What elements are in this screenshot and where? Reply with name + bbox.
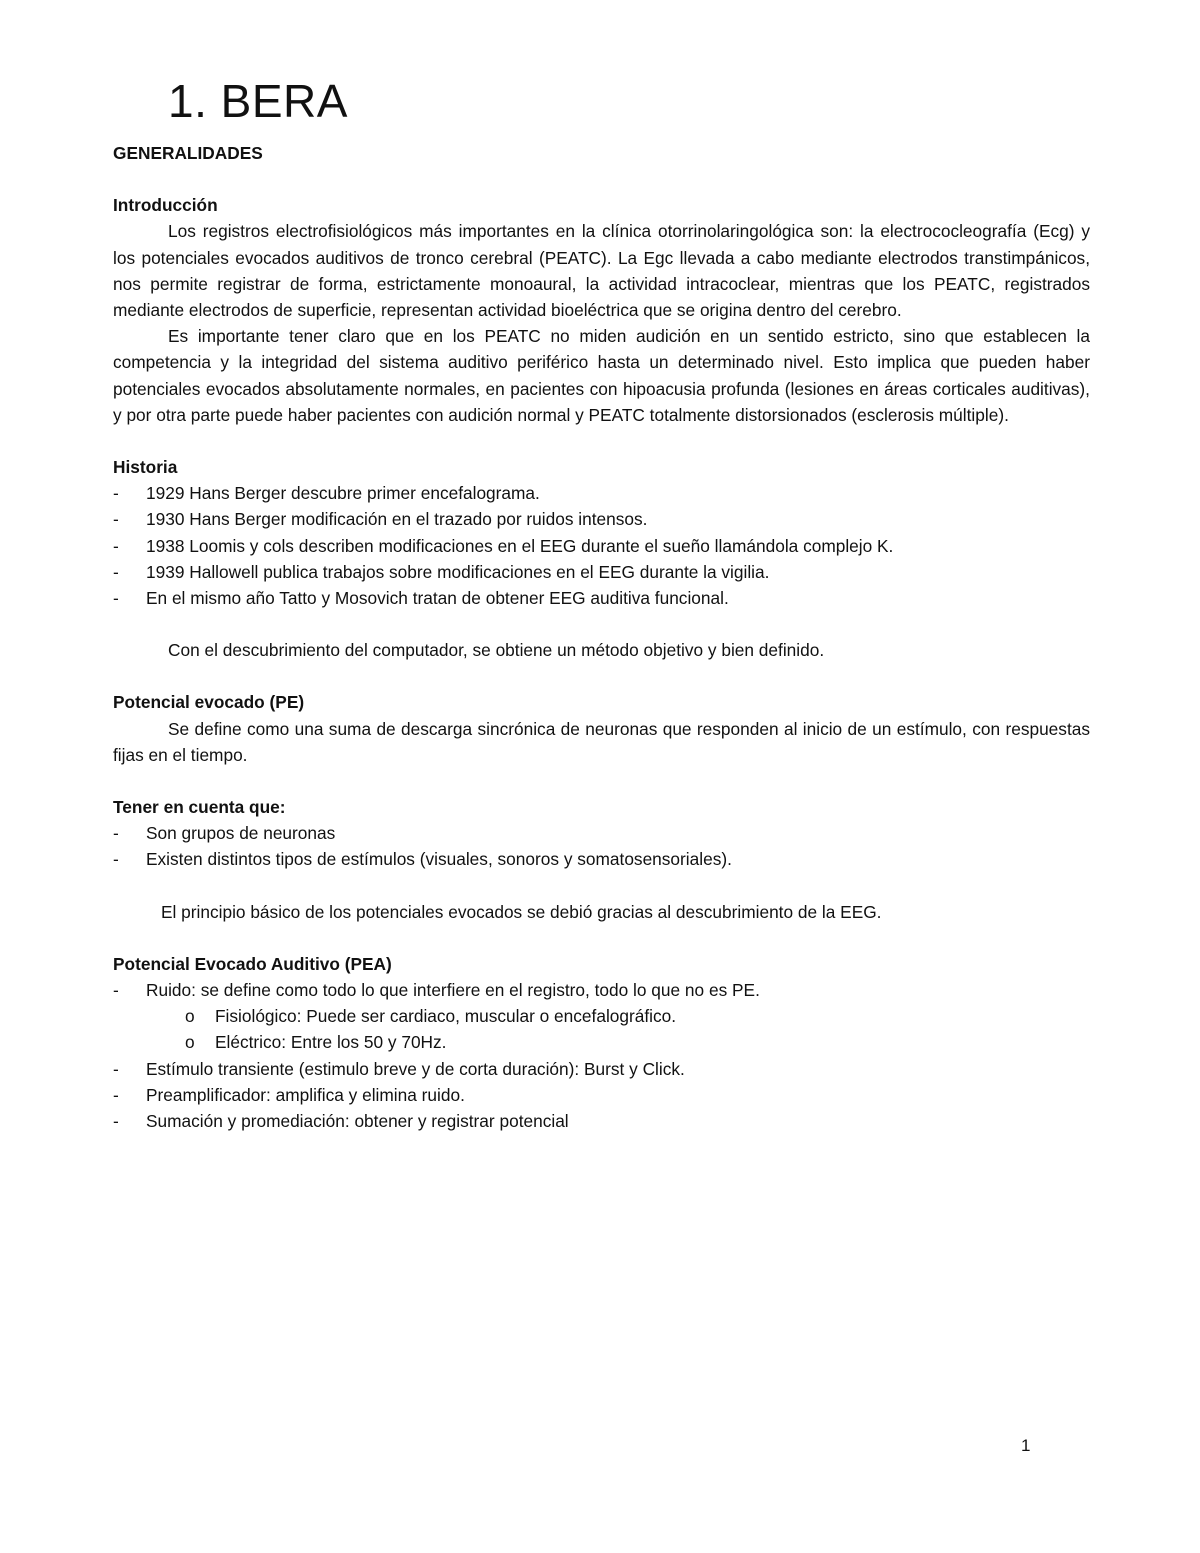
sub-list-item: o Eléctrico: Entre los 50 y 70Hz. bbox=[113, 1029, 1090, 1055]
pe-heading: Potencial evocado (PE) bbox=[113, 692, 305, 713]
consider-heading: Tener en cuenta que: bbox=[113, 797, 286, 818]
noise-item: Ruido: se define como todo lo que interfiere en el registro, todo lo que no es PE. bbox=[146, 980, 760, 1001]
history-list bbox=[113, 480, 1090, 611]
list-item: - Existen distintos tipos de estímulos (visuales, sonoros y somatosensoriales). bbox=[113, 846, 1090, 872]
document-body bbox=[113, 140, 1090, 1134]
sub-list-item: o Fisiológico: Puede ser cardiaco, muscular o encefalográfico. bbox=[113, 1003, 1090, 1029]
list-item bbox=[113, 977, 1090, 1003]
list-item: - 1929 Hans Berger descubre primer encefalograma. bbox=[113, 480, 1090, 506]
pea-list-continued bbox=[113, 1056, 1090, 1135]
list-item: - En el mismo año Tatto y Mosovich tratan de obtener EEG auditiva funcional. bbox=[113, 585, 1090, 611]
consider-list bbox=[113, 820, 1090, 872]
pea-heading: Potencial Evocado Auditivo (PEA) bbox=[113, 953, 392, 974]
noise-sublist bbox=[113, 1003, 1090, 1055]
pe-paragraph: Se define como una suma de descarga sincrónica de neuronas que responden al inicio de un estímulo, con respuestas fijas en el tiempo. bbox=[113, 718, 1090, 765]
intro-heading: Introducción bbox=[113, 195, 218, 216]
list-item: - Estímulo transiente (estimulo breve y de corta duración): Burst y Click. bbox=[113, 1056, 1090, 1082]
history-heading: Historia bbox=[113, 457, 178, 478]
list-item: - Sumación y promediación: obtener y registrar potencial bbox=[113, 1108, 1090, 1134]
intro-paragraph: Es importante tener claro que en los PEATC no miden audición en un sentido estricto, sino que establecen la competencia y la integridad del sistema auditivo periférico hasta un determinado nivel. Esto implica que pueden haber potenciales evocados absolutamente normales, en pacientes con hipoacusia profunda (lesiones en áreas corticales auditivas), y por otra parte puede haber pacientes con audición normal y PEATC totalmente distorsionados (esclerosis múltiple). bbox=[113, 326, 1090, 425]
page-number: 1 bbox=[1021, 1436, 1031, 1455]
list-item: - Son grupos de neuronas bbox=[113, 820, 1090, 846]
list-item: - 1939 Hallowell publica trabajos sobre modificaciones en el EEG durante la vigilia. bbox=[113, 559, 1090, 585]
document-title: 1. BERA bbox=[168, 75, 348, 127]
pea-list bbox=[113, 977, 1090, 1003]
list-item: - Preamplificador: amplifica y elimina ruido. bbox=[113, 1082, 1090, 1108]
section-heading: GENERALIDADES bbox=[113, 143, 263, 163]
intro-paragraph: Los registros electrofisiológicos más importantes en la clínica otorrinolaringológica son: la electrococleografía (Ecg) y los potenciales evocados auditivos de tronco cerebral (PEATC). La Egc llevada a cabo mediante electrodos transtimpánicos, nos permite registrar de forma, estrictamente monoaural, la actividad intracoclear, mientras que los PEATC, registrados mediante electrodos de superficie, representan actividad bioeléctrica que se origina dentro del cerebro. bbox=[113, 221, 1090, 321]
consider-note: El principio básico de los potenciales evocados se debió gracias al descubrimiento de la EEG. bbox=[161, 901, 882, 922]
list-item: - 1938 Loomis y cols describen modificaciones en el EEG durante el sueño llamándola complejo K. bbox=[113, 533, 1090, 559]
history-note: Con el descubrimiento del computador, se obtiene un método objetivo y bien definido. bbox=[168, 640, 825, 661]
list-item: - 1930 Hans Berger modificación en el trazado por ruidos intensos. bbox=[113, 506, 1090, 532]
